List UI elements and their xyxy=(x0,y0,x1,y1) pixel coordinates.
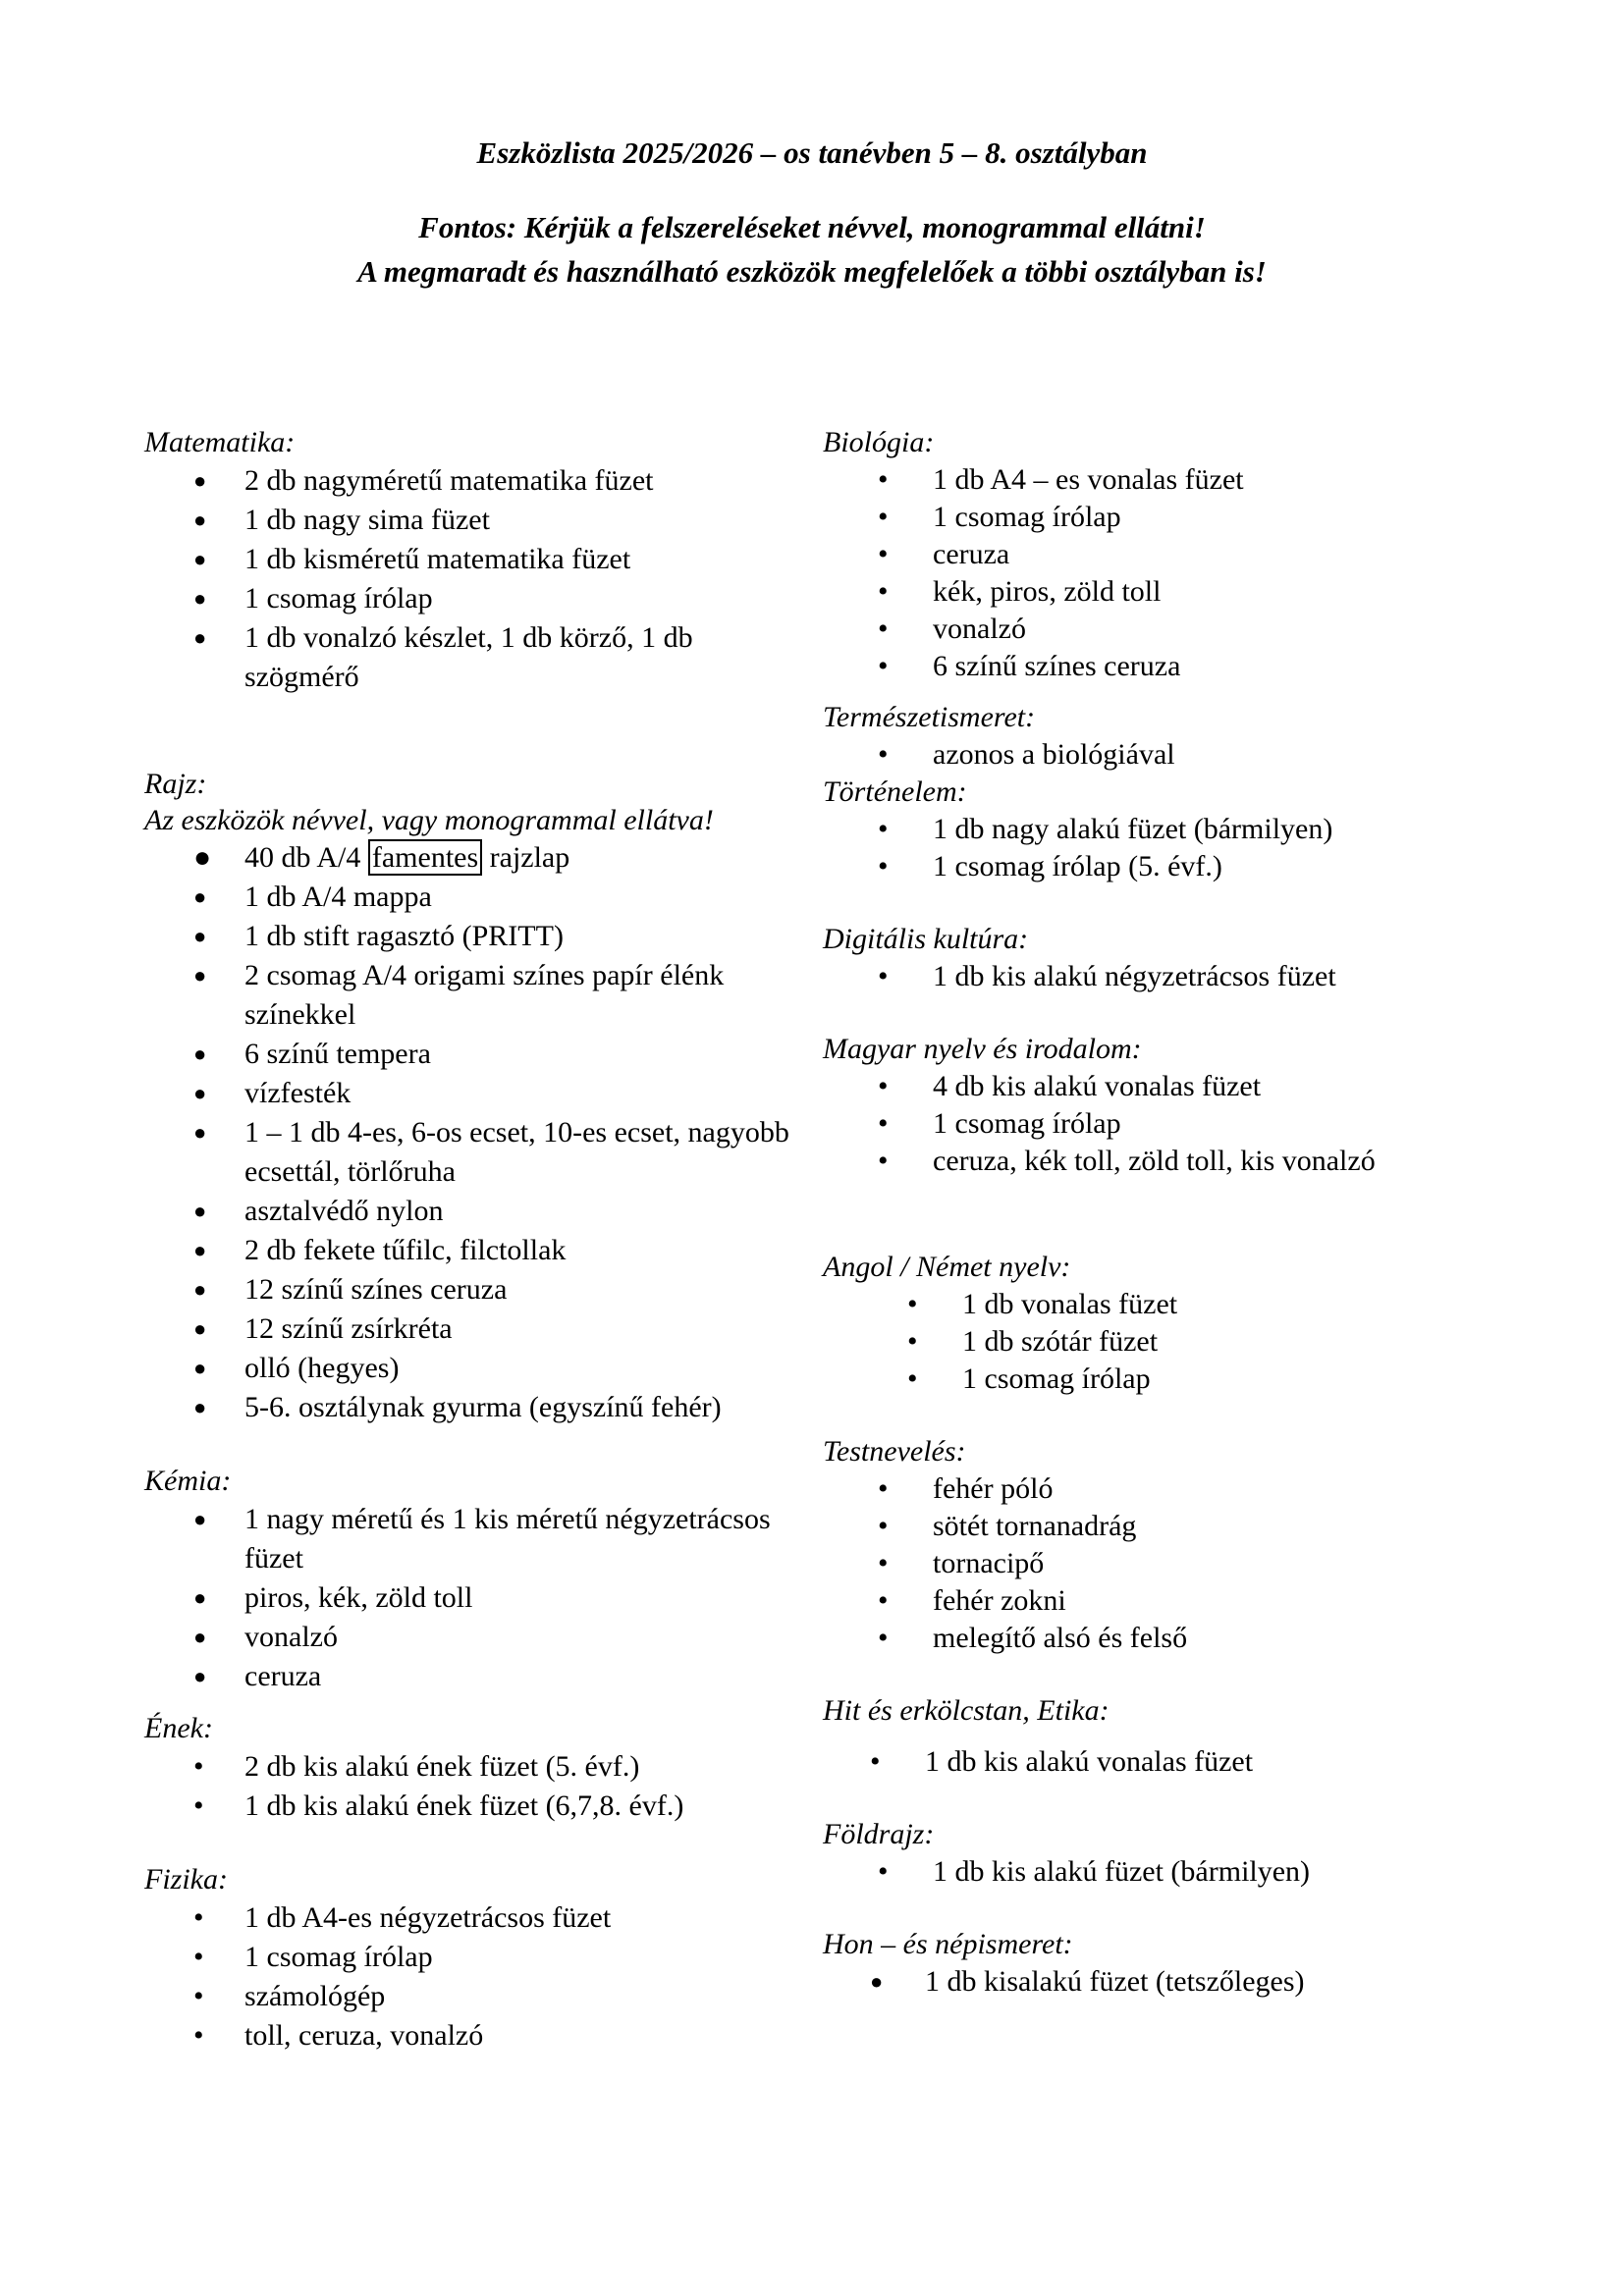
bullet-icon: • xyxy=(193,1941,204,1973)
bullet-icon: ● xyxy=(193,1585,207,1610)
item-text: 1 db kisméretű matematika füzet xyxy=(244,543,631,575)
item-text: 1 db nagy alakú füzet (bármilyen) xyxy=(933,813,1333,845)
section-termeszetismeret xyxy=(823,699,1510,774)
bullet-icon: • xyxy=(878,613,889,645)
item-list xyxy=(144,461,812,697)
item-text: 2 db kis alakú ének füzet (5. évf.) xyxy=(244,1750,640,1783)
list-item xyxy=(144,1035,812,1074)
bullet-icon: ● xyxy=(193,1316,207,1341)
item-text: 1 db kis alakú vonalas füzet xyxy=(925,1745,1254,1778)
item-text: 6 színű színes ceruza xyxy=(933,650,1181,682)
bullet-icon: • xyxy=(878,1472,889,1505)
item-list xyxy=(144,878,812,1427)
bullet-icon: • xyxy=(193,1901,204,1934)
item-text: 4 db kis alakú vonalas füzet xyxy=(933,1070,1262,1102)
section-title: Rajz: xyxy=(144,768,207,800)
item-text: számológép xyxy=(244,1980,386,2012)
bullet-icon: • xyxy=(878,538,889,570)
list-item xyxy=(823,1620,1510,1657)
item-text: 1 csomag írólap xyxy=(933,1107,1121,1140)
item-text: 2 db nagyméretű matematika füzet xyxy=(244,464,654,497)
list-item xyxy=(823,648,1510,685)
bullet-icon: ● xyxy=(193,1041,207,1066)
list-item xyxy=(144,1231,812,1270)
bullet-icon: • xyxy=(878,960,889,992)
list-item xyxy=(144,1938,812,1977)
item-list xyxy=(823,1470,1510,1657)
list-item xyxy=(823,1582,1510,1620)
bullet-icon: • xyxy=(878,1107,889,1140)
page-title: Eszközlista 2025/2026 – os tanévben 5 – 8. osztályban xyxy=(476,135,1148,170)
section-rajz xyxy=(144,766,812,1427)
bullet-icon: ● xyxy=(193,1625,207,1649)
bullet-icon: ● xyxy=(193,1277,207,1302)
list-item xyxy=(823,1143,1510,1180)
item-list xyxy=(823,1963,1510,2001)
bullet-icon: • xyxy=(878,463,889,496)
list-item xyxy=(823,611,1510,648)
bullet-icon: ● xyxy=(193,963,207,988)
item-text: 1 db stift ragasztó (PRITT) xyxy=(244,920,564,952)
item-text: 1 db nagy sima füzet xyxy=(244,504,490,536)
item-text: 1 csomag írólap xyxy=(244,1941,433,1973)
bullet-icon: • xyxy=(878,1070,889,1102)
list-item xyxy=(823,811,1510,848)
bullet-icon: • xyxy=(878,738,889,771)
section-foldrajz xyxy=(823,1816,1510,1891)
item-list xyxy=(823,811,1510,885)
item-text: piros, kék, zöld toll xyxy=(244,1581,473,1614)
item-text: 1 csomag írólap (5. évf.) xyxy=(933,850,1222,882)
important-note: Fontos: Kérjük a felszereléseket névvel, monogrammal ellátni! xyxy=(418,210,1206,244)
section-title: Biológia: xyxy=(823,426,935,458)
bullet-icon: ● xyxy=(193,884,207,909)
list-item xyxy=(144,1977,812,2016)
item-text: 1 db kis alakú füzet (bármilyen) xyxy=(933,1855,1311,1888)
bullet-icon: • xyxy=(907,1362,918,1395)
list-item xyxy=(144,1787,812,1826)
bullet-icon: • xyxy=(878,1584,889,1617)
item-list xyxy=(144,1747,812,1826)
item-text: ceruza xyxy=(933,538,1010,570)
section-title: Fizika: xyxy=(144,1863,228,1896)
bullet-icon: ● xyxy=(193,468,207,493)
bullet-icon: ● xyxy=(193,1507,207,1531)
item-text: 6 színű tempera xyxy=(244,1038,431,1070)
bullet-icon: ● xyxy=(193,1238,207,1262)
list-item xyxy=(144,1578,812,1618)
list-item xyxy=(144,838,812,878)
bullet-icon: ● xyxy=(193,1664,207,1688)
bullet-icon: ● xyxy=(193,1356,207,1380)
list-item xyxy=(144,461,812,501)
item-text: fehér zokni xyxy=(933,1584,1066,1617)
item-text: olló (hegyes) xyxy=(244,1352,400,1384)
item-text: ceruza xyxy=(244,1660,322,1692)
item-text: kék, piros, zöld toll xyxy=(933,575,1162,608)
item-text: azonos a biológiával xyxy=(933,738,1175,771)
section-title: Testnevelés: xyxy=(823,1435,966,1468)
section-title: Természetismeret: xyxy=(823,701,1036,733)
list-item xyxy=(823,1545,1510,1582)
item-list xyxy=(823,1743,1510,1781)
list-item xyxy=(144,540,812,579)
item-text: vonalzó xyxy=(933,613,1026,645)
section-hit xyxy=(823,1692,1510,1781)
section-enek xyxy=(144,1710,812,1826)
list-item xyxy=(823,1853,1510,1891)
section-subtitle: Az eszközök névvel, vagy monogrammal ellátva! xyxy=(144,804,714,836)
item-text: ceruza, kék toll, zöld toll, kis vonalzó xyxy=(933,1145,1376,1177)
section-title: Angol / Német nyelv: xyxy=(823,1251,1071,1283)
item-text: 12 színű zsírkréta xyxy=(244,1312,453,1345)
item-text: toll, ceruza, vonalzó xyxy=(244,2019,484,2052)
item-text: 2 csomag A/4 origami színes papír élénk színekkel xyxy=(244,959,725,1031)
bullet-icon: ● xyxy=(193,625,207,650)
section-testneveles xyxy=(823,1433,1510,1657)
bullet-icon: • xyxy=(878,813,889,845)
list-item xyxy=(823,499,1510,536)
list-item xyxy=(144,1074,812,1113)
bullet-icon: • xyxy=(193,1980,204,2012)
section-digitalis xyxy=(823,921,1510,995)
item-text: rajzlap xyxy=(489,841,570,874)
bullet-icon: ● xyxy=(193,1395,207,1419)
list-item xyxy=(144,1898,812,1938)
section-angol xyxy=(823,1249,1510,1398)
item-list xyxy=(823,958,1510,995)
section-kemia xyxy=(144,1463,812,1696)
item-list xyxy=(823,736,1510,774)
item-text: vízfesték xyxy=(244,1077,352,1109)
list-item xyxy=(144,1388,812,1427)
item-text: 1 db vonalzó készlet, 1 db körző, 1 db szögmérő xyxy=(244,621,693,693)
item-text: 1 db A4 – es vonalas füzet xyxy=(933,463,1244,496)
item-text: melegítő alsó és felső xyxy=(933,1622,1188,1654)
list-item xyxy=(144,917,812,956)
section-title: Matematika: xyxy=(144,426,296,458)
item-list xyxy=(823,1853,1510,1891)
item-text: fehér póló xyxy=(933,1472,1054,1505)
section-matematika xyxy=(144,424,812,697)
item-text: 1 – 1 db 4-es, 6-os ecset, 10-es ecset, nagyobb ecsettál, törlőruha xyxy=(244,1116,789,1188)
item-text: 1 db A4-es négyzetrácsos füzet xyxy=(244,1901,612,1934)
list-item xyxy=(144,501,812,540)
list-item xyxy=(144,579,812,618)
section-title: Digitális kultúra: xyxy=(823,923,1029,955)
bullet-icon: ● xyxy=(193,507,207,532)
list-item xyxy=(823,1470,1510,1508)
bullet-icon: • xyxy=(878,1622,889,1654)
item-text: 12 színű színes ceruza xyxy=(244,1273,508,1306)
section-title: Hon – és népismeret: xyxy=(823,1928,1073,1960)
bullet-icon: • xyxy=(878,1510,889,1542)
bullet-icon: ● xyxy=(193,1120,207,1145)
section-title: Kémia: xyxy=(144,1465,232,1497)
section-title: Történelem: xyxy=(823,775,967,808)
reuse-note: A megmaradt és használható eszközök megfelelőek a többi osztályban is! xyxy=(357,254,1267,289)
item-text: 1 db kisalakú füzet (tetszőleges) xyxy=(925,1965,1305,1998)
item-text: 40 db A/4 xyxy=(244,841,361,874)
item-text: 1 db szótár füzet xyxy=(962,1325,1159,1358)
bullet-icon: • xyxy=(870,1745,881,1778)
list-item xyxy=(823,1508,1510,1545)
bullet-icon: ● xyxy=(193,924,207,948)
item-text: 1 csomag írólap xyxy=(933,501,1121,533)
section-magyar xyxy=(823,1031,1510,1180)
list-item xyxy=(852,1286,1510,1323)
list-item xyxy=(144,1192,812,1231)
bullet-icon: • xyxy=(878,575,889,608)
list-item xyxy=(144,878,812,917)
left-column xyxy=(144,424,812,2056)
bullet-icon: • xyxy=(193,1789,204,1822)
list-item xyxy=(144,1349,812,1388)
item-text: 5-6. osztálynak gyurma (egyszínű fehér) xyxy=(244,1391,722,1423)
item-text: 1 db kis alakú ének füzet (6,7,8. évf.) xyxy=(244,1789,684,1822)
bullet-icon: ● xyxy=(193,547,207,571)
item-list xyxy=(823,1286,1510,1398)
list-item xyxy=(144,1113,812,1192)
bullet-icon: • xyxy=(907,1288,918,1320)
bullet-icon: • xyxy=(907,1325,918,1358)
list-item xyxy=(144,1500,812,1578)
item-text: 2 db fekete tűfilc, filctollak xyxy=(244,1234,567,1266)
bullet-icon: • xyxy=(878,1145,889,1177)
list-item xyxy=(144,1309,812,1349)
list-item xyxy=(144,618,812,697)
list-item xyxy=(144,956,812,1035)
bullet-icon: ● xyxy=(193,1199,207,1223)
item-text: 1 csomag írólap xyxy=(962,1362,1151,1395)
item-list xyxy=(823,461,1510,685)
bullet-icon: ● xyxy=(193,1081,207,1105)
item-text: vonalzó xyxy=(244,1621,338,1653)
bullet-icon: ● xyxy=(193,586,207,611)
list-item xyxy=(823,1068,1510,1105)
list-item xyxy=(815,1963,1510,2001)
list-item xyxy=(823,736,1510,774)
list-item xyxy=(144,1747,812,1787)
list-item xyxy=(144,1618,812,1657)
item-list xyxy=(823,1068,1510,1180)
item-list xyxy=(144,838,812,878)
list-item xyxy=(823,848,1510,885)
list-item xyxy=(144,1657,812,1696)
item-list xyxy=(144,1500,812,1696)
section-title: Hit és erkölcstan, Etika: xyxy=(823,1694,1110,1727)
bullet-icon: ● xyxy=(193,841,212,874)
section-title: Ének: xyxy=(144,1712,213,1744)
item-text: tornacipő xyxy=(933,1547,1045,1579)
section-title: Magyar nyelv és irodalom: xyxy=(823,1033,1142,1065)
item-text: 1 nagy méretű és 1 kis méretű négyzetrácsos füzet xyxy=(244,1503,771,1575)
bullet-icon: ● xyxy=(870,1969,884,1994)
list-item xyxy=(823,461,1510,499)
item-text: 1 db vonalas füzet xyxy=(962,1288,1178,1320)
bullet-icon: • xyxy=(878,501,889,533)
list-item xyxy=(144,1270,812,1309)
bullet-icon: • xyxy=(193,1750,204,1783)
list-item xyxy=(823,536,1510,573)
boxed-word: famentes xyxy=(368,839,482,876)
list-item xyxy=(144,2016,812,2056)
bullet-icon: • xyxy=(878,650,889,682)
bullet-icon: • xyxy=(193,2019,204,2052)
item-text: 1 csomag írólap xyxy=(244,582,433,614)
section-title: Földrajz: xyxy=(823,1818,935,1850)
section-biologia xyxy=(823,424,1510,685)
list-item xyxy=(823,958,1510,995)
list-item xyxy=(852,1323,1510,1361)
section-hon xyxy=(823,1926,1510,2001)
section-tortenelem xyxy=(823,774,1510,885)
bullet-icon: • xyxy=(878,1855,889,1888)
right-column xyxy=(823,424,1510,2001)
item-list xyxy=(144,1898,812,2056)
list-item xyxy=(815,1743,1510,1781)
list-item xyxy=(852,1361,1510,1398)
list-item xyxy=(823,573,1510,611)
item-text: asztalvédő nylon xyxy=(244,1195,444,1227)
section-fizika xyxy=(144,1861,812,2056)
bullet-icon: • xyxy=(878,850,889,882)
item-text: sötét tornanadrág xyxy=(933,1510,1137,1542)
list-item xyxy=(823,1105,1510,1143)
bullet-icon: • xyxy=(878,1547,889,1579)
item-text: 1 db A/4 mappa xyxy=(244,881,432,913)
item-text: 1 db kis alakú négyzetrácsos füzet xyxy=(933,960,1336,992)
